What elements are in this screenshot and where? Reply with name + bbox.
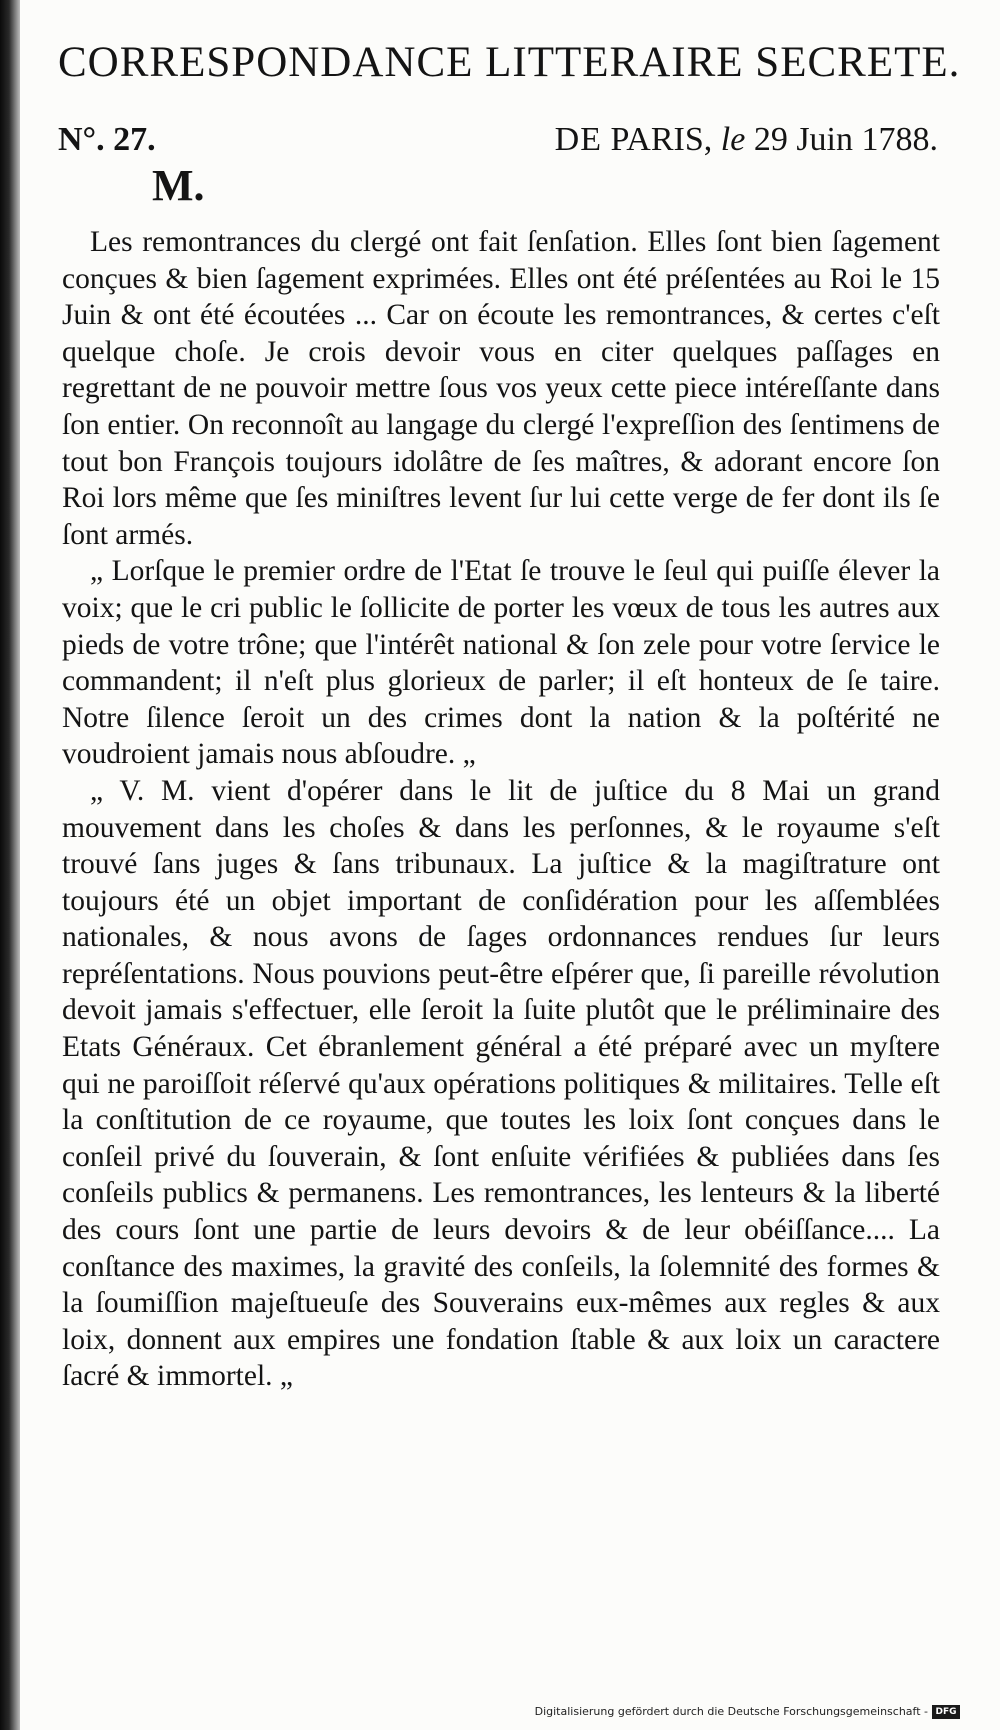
place-name: PARIS, <box>610 121 713 158</box>
dfg-logo: DFG <box>932 1705 960 1719</box>
digitization-credit <box>535 1704 960 1720</box>
paragraph-quote-second: „ V. M. vient d'opérer dans le lit de juſtice du 8 Mai un grand mouvement dans les choſes & dans les perſonnes, & le royaume s'eſt trouvé ſans juges & ſans tribunaux. La juſtice & la magiſtrature ont toujours été un objet important de conſidération pour les aſſemblées nationales, & nous avons de ſages ordonnances rendues ſur leurs repréſentations. Nous pouvions peut-être eſpérer que, ſi pareille révolution devoit jamais s'effectuer, elle ſeroit la ſuite plutôt que le préliminaire des Etats Généraux. Cet ébranlement général a été préparé avec un myſtere qui ne paroiſſoit réſervé qu'aux opérations politiques & militaires. Telle eſt la conſtitution de ce royaume, que toutes les loix ſont conçues dans le conſeil privé du ſouverain, & ſont enſuite vérifiées & publiées dans ſes conſeils publics & permanens. Les remontrances, les lenteurs & la liberté des cours ſont une partie de leurs devoirs & de leur obéiſſance.... La conſtance des maximes, la gravité des conſeils, la ſolemnité des formes & la ſoumiſſion majeſtueuſe des Souverains eux-mêmes aux regles & aux loix, donnent aux empires une fondation ſtable & aux loix un caractere ſacré & immortel. „ <box>62 774 940 1393</box>
running-title: CORRESPONDANCE LITTERAIRE SECRETE. <box>58 39 961 86</box>
credit-text: Digitalisierung gefördert durch die Deutsche Forschungsgemeinschaft - <box>534 1705 928 1718</box>
dateline <box>58 118 938 162</box>
letter-date: 29 Juin 1788. <box>753 121 938 158</box>
paragraph-intro: Les remontrances du clergé ont fait ſenſation. Elles ſont bien ſagement conçues & bien ſagement exprimées. Elles ont été préſentées au Roi le 15 Juin & ont été écoutées ... Car on écoute les remontrances, & certes c'eſt quelque choſe. Je crois devoir vous en citer quelques paſſages en regrettant de ne pouvoir mettre ſous vos yeux cette piece intéreſſante dans ſon entier. On reconnoît au langage du clergé l'expreſſion des ſentimens de tout bon François toujours idolâtre de ſes maîtres, & adorant encore ſon Roi lors même que ſes miniſtres levent ſur lui cette verge de fer dont ils ſe ſont armés. <box>62 226 940 551</box>
paragraph-quote-first: „ Lorſque le premier ordre de l'Etat ſe trouve le ſeul qui puiſſe élever la voix; que le cri public le ſollicite de porter les vœux de tous les autres aux pieds de votre trône; que l'intérêt national & ſon zele pour votre ſervice le commandent; il n'eſt plus glorieux de parler; il eſt honteux de ſe taire. Notre ſilence ſeroit un des crimes dont la nation & la poſtérité ne voudroient jamais nous abſoudre. „ <box>62 555 940 771</box>
book-binding-edge <box>0 0 20 1730</box>
salutation: M. <box>152 161 205 210</box>
letter-body <box>62 224 940 1395</box>
document-page <box>20 0 1000 1730</box>
place-prefix: DE <box>554 121 602 158</box>
issue-number: N°. 27. <box>58 121 156 158</box>
place-and-date <box>555 118 938 162</box>
date-prefix: le <box>720 121 746 158</box>
